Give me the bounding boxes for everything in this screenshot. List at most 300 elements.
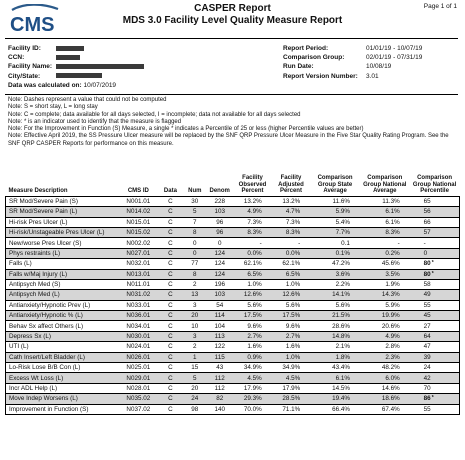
cell-national-percentile — [410, 290, 460, 300]
note-flag: Note: * is an indicator used to identify that the measure is flagged — [8, 118, 182, 125]
cell-num — [183, 331, 206, 341]
cell-data — [157, 196, 183, 206]
col-data: Data — [163, 188, 177, 195]
cell-measure-description-text: UTI (L) — [9, 343, 29, 351]
cell-state-avg-text: 19.4% — [332, 395, 350, 403]
cell-national-avg-text: 45.6% — [381, 260, 400, 268]
cell-adjusted-text: 62.1% — [282, 260, 301, 268]
cell-denom-text: 196 — [214, 281, 225, 289]
cell-observed — [233, 363, 271, 373]
cell-state-avg — [310, 363, 360, 373]
cell-national-percentile — [410, 404, 460, 414]
cell-cms-id — [119, 342, 157, 352]
cell-measure-description-text: Falls w/Maj Injury (L) — [9, 270, 68, 278]
cell-state-avg-text: 11.6% — [332, 197, 350, 205]
cell-national-avg-text: 2.8% — [385, 343, 400, 351]
cell-data — [157, 248, 183, 258]
cell-data — [157, 217, 183, 227]
cell-observed-text: 8.3% — [247, 229, 262, 237]
cell-adjusted-text: 9.6% — [285, 322, 301, 330]
cell-observed — [233, 331, 271, 341]
cell-num — [183, 342, 206, 352]
cell-cms-id — [119, 331, 157, 341]
cell-national-avg — [360, 259, 410, 269]
cell-denom-text: 115 — [214, 353, 225, 361]
cell-data-text: C — [168, 343, 173, 351]
cell-national-avg — [360, 342, 410, 352]
cell-num — [183, 269, 206, 279]
table-header-row — [6, 175, 460, 196]
version-value: 3.01 — [366, 72, 379, 80]
cell-state-avg — [310, 238, 360, 248]
cell-national-percentile — [410, 227, 460, 237]
cell-national-percentile-text: 66 — [423, 218, 431, 226]
cell-national-avg-text: 20.6% — [381, 322, 400, 330]
cell-observed-text: 7.3% — [247, 218, 262, 226]
cell-observed — [233, 227, 271, 237]
cell-measure-description — [6, 404, 120, 414]
cell-national-percentile — [410, 196, 460, 206]
cell-data-text: C — [168, 395, 173, 403]
cell-observed-text: 29.3% — [243, 395, 262, 403]
cell-national-avg — [360, 352, 410, 362]
cell-denom — [206, 290, 233, 300]
cell-state-avg — [310, 248, 360, 258]
cell-measure-description — [6, 352, 120, 362]
cell-national-percentile — [410, 311, 460, 321]
cell-denom — [206, 352, 233, 362]
cell-num-text: 98 — [191, 405, 199, 413]
cell-national-avg-text: 4.9% — [385, 333, 400, 341]
cell-denom-text: 140 — [214, 405, 225, 413]
cell-data-text: C — [168, 405, 173, 413]
cell-adjusted — [272, 363, 310, 373]
cell-num-text: 3 — [193, 333, 197, 341]
cell-state-avg — [310, 196, 360, 206]
cell-observed — [233, 300, 271, 310]
cell-national-avg-text: 0.2% — [385, 249, 400, 257]
cell-measure-description — [6, 196, 120, 206]
cell-adjusted-text: 17.9% — [282, 385, 301, 392]
cell-national-percentile — [410, 248, 460, 258]
cell-state-avg-text: 66.4% — [332, 405, 350, 413]
cell-cms-id-text: N027.01 — [126, 249, 151, 257]
cell-national-percentile — [410, 217, 460, 227]
cell-denom — [206, 363, 233, 373]
version-label: Report Version Number: — [283, 72, 358, 80]
cell-num-text: 5 — [193, 208, 197, 216]
ccn-label: CCN: — [8, 54, 25, 62]
cell-cms-id-text: N036.01 — [126, 312, 151, 320]
cell-observed-text: 17.5% — [243, 312, 262, 320]
cell-data — [157, 279, 183, 289]
cell-adjusted-text: 34.9% — [282, 364, 301, 372]
table-row — [6, 196, 460, 206]
facility-name-label: Facility Name: — [8, 63, 53, 71]
cell-cms-id-text: N013.01 — [126, 270, 151, 278]
cell-state-avg-text: 14.5% — [332, 385, 350, 392]
cell-cms-id-text: N011.01 — [126, 281, 150, 289]
cell-num — [183, 352, 206, 362]
cell-national-percentile-text: 58 — [423, 281, 431, 289]
cell-adjusted-text: 0.0% — [285, 249, 301, 257]
cell-cms-id-text: N032.01 — [126, 260, 151, 268]
cell-num-text: 7 — [193, 218, 197, 226]
facility-name-redacted — [56, 62, 144, 71]
cell-num-text: 8 — [193, 229, 197, 237]
cell-national-avg — [360, 300, 410, 310]
cell-national-percentile — [410, 383, 460, 393]
cell-cms-id — [119, 217, 157, 227]
cell-national-percentile-text: 55 — [423, 405, 431, 413]
cell-num — [183, 383, 206, 393]
cell-adjusted — [272, 227, 310, 237]
cell-num-text: 8 — [193, 270, 197, 278]
cell-adjusted-text: 1.0% — [285, 353, 301, 361]
cell-denom-text: 103 — [214, 291, 225, 299]
cell-adjusted — [272, 259, 310, 269]
cell-cms-id — [119, 259, 157, 269]
cell-state-avg-text: 1.8% — [335, 353, 350, 361]
cell-observed — [233, 342, 271, 352]
cell-denom-text: 0 — [217, 239, 222, 247]
cell-measure-description — [6, 279, 120, 289]
cell-num-text: 30 — [191, 197, 199, 205]
cell-adjusted-text: 5.6% — [285, 301, 301, 309]
cell-state-avg — [310, 342, 360, 352]
cell-state-avg-text: 14.1% — [332, 291, 350, 299]
cell-data — [157, 321, 183, 331]
cell-cms-id — [119, 321, 157, 331]
cell-adjusted-text: 17.5% — [282, 312, 301, 320]
cell-state-avg-text: 2.1% — [335, 343, 350, 351]
table-row — [6, 373, 460, 383]
cell-adjusted — [272, 196, 310, 206]
cell-national-avg-text: 2.3% — [385, 353, 400, 361]
cell-data-text: C — [168, 281, 173, 289]
cell-data-text: C — [168, 270, 173, 278]
cell-adjusted-text: - — [298, 239, 301, 247]
cell-measure-description — [6, 248, 120, 258]
cell-national-avg — [360, 238, 410, 248]
cell-national-percentile-text: 45 — [423, 312, 431, 320]
cell-national-avg — [360, 363, 410, 373]
cell-national-avg-text: 18.6% — [381, 395, 400, 403]
cell-measure-description — [6, 238, 120, 248]
cell-denom — [206, 227, 233, 237]
cell-adjusted-text: 12.6% — [282, 291, 301, 299]
cell-data-text: C — [168, 260, 173, 268]
cell-national-percentile-text: 0 — [423, 249, 428, 257]
cell-denom — [206, 259, 233, 269]
table-row — [6, 404, 460, 414]
cell-denom — [206, 300, 233, 310]
cell-cms-id — [119, 269, 157, 279]
cell-national-percentile — [410, 259, 460, 269]
cell-adjusted — [272, 383, 310, 393]
cell-observed-text: 9.6% — [247, 322, 262, 330]
flag-indicator: * — [431, 270, 434, 277]
cell-national-avg-text: 1.9% — [385, 281, 400, 289]
cell-measure-description-text: Antianxiety/Hypnotic % (L) — [9, 312, 83, 320]
cell-observed — [233, 373, 271, 383]
cell-observed — [233, 279, 271, 289]
cell-num-text: 24 — [191, 395, 199, 403]
cell-adjusted-text: 71.1% — [282, 405, 301, 413]
cell-data — [157, 259, 183, 269]
cell-adjusted-text: 6.5% — [285, 270, 301, 278]
page-number: Page 1 of 1 — [423, 3, 457, 10]
cell-data — [157, 227, 183, 237]
cell-measure-description-text: Falls (L) — [9, 260, 32, 268]
cell-cms-id — [119, 290, 157, 300]
cell-denom — [206, 269, 233, 279]
notes-rule — [5, 94, 458, 95]
cell-num-text: 15 — [191, 364, 199, 372]
cell-state-avg — [310, 311, 360, 321]
cell-cms-id — [119, 279, 157, 289]
quality-measure-table — [5, 175, 460, 415]
table-row — [6, 217, 460, 227]
cell-national-avg-text: 11.3% — [382, 197, 400, 205]
cell-national-percentile-text: - — [423, 239, 426, 247]
cell-num — [183, 311, 206, 321]
cell-measure-description-text: SR Mod/Severe Pain (L) — [9, 208, 78, 216]
cell-observed — [233, 352, 271, 362]
cell-num — [183, 207, 206, 217]
cell-data-text: C — [168, 197, 173, 205]
cell-observed-text: 0.0% — [247, 249, 262, 257]
table-body — [6, 196, 460, 414]
cell-state-avg — [310, 279, 360, 289]
cell-adjusted — [272, 217, 310, 227]
cell-num — [183, 373, 206, 383]
cell-adjusted — [272, 404, 310, 414]
cell-national-avg — [360, 207, 410, 217]
cell-cms-id — [119, 248, 157, 258]
cell-national-percentile — [410, 269, 460, 279]
cell-observed — [233, 321, 271, 331]
cell-data — [157, 331, 183, 341]
cell-data — [157, 394, 183, 404]
cell-data-text: C — [168, 312, 173, 320]
cell-denom-text: 124 — [214, 260, 225, 268]
cell-cms-id-text: N014.02 — [126, 208, 151, 216]
cell-state-avg-text: 0.1 — [341, 239, 350, 247]
table-row — [6, 238, 460, 248]
cell-state-avg — [310, 259, 360, 269]
cell-observed — [233, 394, 271, 404]
cell-denom — [206, 373, 233, 383]
cell-state-avg-text: 7.7% — [335, 229, 350, 237]
cell-national-percentile — [410, 207, 460, 217]
table-row — [6, 383, 460, 393]
cell-state-avg-text: 5.6% — [335, 301, 350, 309]
cell-national-percentile-text: 39 — [423, 353, 431, 361]
cell-data — [157, 311, 183, 321]
cell-measure-description — [6, 300, 120, 310]
cell-national-percentile — [410, 394, 460, 404]
col-num: Num — [188, 188, 202, 195]
cell-measure-description — [6, 259, 120, 269]
cell-data — [157, 404, 183, 414]
run-date-value: 10/08/19 — [366, 63, 392, 71]
cell-denom-text: 54 — [216, 301, 224, 309]
calculated-date: 10/07/2019 — [83, 81, 117, 89]
cell-national-percentile-text: 42 — [423, 374, 431, 382]
table-row — [6, 300, 460, 310]
cell-cms-id — [119, 238, 157, 248]
cell-num-text: 20 — [191, 385, 199, 392]
cell-national-percentile-text: 80 — [423, 270, 431, 278]
cell-measure-description — [6, 227, 120, 237]
cell-measure-description — [6, 311, 120, 321]
run-date-label: Run Date: — [283, 63, 314, 71]
cell-num-text: 5 — [193, 374, 197, 382]
cell-national-avg-text: 6.0% — [385, 374, 400, 382]
cell-state-avg-text: 47.2% — [332, 260, 350, 268]
cell-national-percentile-text: 65 — [423, 197, 431, 205]
cell-denom — [206, 248, 233, 258]
cell-num — [183, 196, 206, 206]
cell-num — [183, 290, 206, 300]
cell-adjusted-text: 1.6% — [285, 343, 301, 351]
cell-observed-text: - — [259, 239, 262, 247]
report-period-value: 01/01/19 - 10/07/19 — [366, 45, 423, 52]
cell-data-text: C — [168, 333, 173, 341]
cell-national-avg-text: 67.4% — [381, 405, 400, 413]
facility-id-redacted — [56, 44, 84, 53]
comparison-group-value: 02/01/19 - 07/31/19 — [366, 54, 423, 62]
cell-measure-description — [6, 342, 120, 352]
cell-observed — [233, 311, 271, 321]
cell-observed-text: 0.9% — [247, 353, 262, 361]
cell-measure-description-text: Antipsych Med (L) — [9, 291, 60, 299]
cell-national-percentile-text: 70 — [423, 385, 431, 392]
cell-denom-text: 124 — [214, 249, 225, 257]
cell-national-percentile-text: 64 — [423, 333, 431, 341]
cell-denom-text: 122 — [214, 343, 225, 351]
cell-national-avg-text: 19.9% — [381, 312, 400, 320]
city-state-label: City/State: — [8, 72, 41, 80]
cell-state-avg-text: 5.4% — [335, 218, 350, 226]
cell-cms-id-text: N034.01 — [126, 322, 151, 330]
note-pressure-ulcer: Note: Effective April 2019, the SS Pressure Ulcer measure will be replaced by the SNF QRP Pressure Ulcer Measure in the Five Star Quality Rating Program. See the SNF QRP CASPER Reports for performance on this measure. — [8, 133, 449, 147]
cell-num-text: 3 — [193, 301, 197, 309]
cell-cms-id — [119, 383, 157, 393]
cell-data-text: C — [168, 249, 173, 257]
cell-state-avg-text: 3.6% — [335, 270, 350, 278]
cell-measure-description-text: Excess Wt Loss (L) — [9, 374, 64, 382]
cell-measure-description-text: Lo-Risk Lose B/B Con (L) — [9, 364, 81, 372]
note-improvement: Note: For the Improvement in Function (S) Measure, a single * indicates a Percentile of 25 or less (higher Percentile values are better) — [8, 126, 364, 133]
col-national-percentile: Comparison Group National Percentile — [412, 175, 457, 195]
flag-indicator: * — [431, 395, 434, 402]
cell-data-text: C — [168, 291, 173, 299]
calculated-label: Data was calculated on: — [8, 81, 82, 89]
cell-data — [157, 269, 183, 279]
cell-measure-description — [6, 207, 120, 217]
cell-observed-text: 62.1% — [243, 260, 262, 268]
cell-adjusted — [272, 342, 310, 352]
cell-measure-description-text: Incr ADL Help (L) — [9, 385, 58, 392]
col-state-avg: Comparison Group State Average — [317, 175, 353, 195]
cell-observed-text: 1.0% — [247, 281, 262, 289]
cell-cms-id-text: N035.02 — [126, 395, 151, 403]
cell-state-avg — [310, 300, 360, 310]
cell-adjusted — [272, 311, 310, 321]
cell-cms-id — [119, 352, 157, 362]
cell-national-avg-text: 14.3% — [381, 291, 400, 299]
cell-denom-text: 112 — [214, 385, 225, 392]
cell-data-text: C — [168, 353, 173, 361]
cell-num-text: 2 — [193, 343, 197, 351]
col-denom: Denom — [209, 188, 230, 195]
cell-data-text: C — [168, 239, 173, 247]
cell-adjusted — [272, 290, 310, 300]
cell-state-avg-text: 43.4% — [332, 364, 350, 372]
cell-measure-description — [6, 217, 120, 227]
cell-national-avg — [360, 227, 410, 237]
cell-num — [183, 259, 206, 269]
cell-observed — [233, 248, 271, 258]
cell-data-text: C — [168, 322, 173, 330]
cell-cms-id-text: N025.01 — [126, 364, 151, 372]
cell-observed — [233, 196, 271, 206]
table-row — [6, 342, 460, 352]
cell-measure-description — [6, 373, 120, 383]
cell-data-text: C — [168, 374, 173, 382]
report-title: CASPER Report — [194, 3, 271, 14]
cell-data-text: C — [168, 364, 173, 372]
cell-adjusted — [272, 373, 310, 383]
cell-cms-id — [119, 404, 157, 414]
cell-national-avg — [360, 196, 410, 206]
cell-national-percentile — [410, 342, 460, 352]
cell-denom-text: 96 — [216, 229, 224, 237]
cell-cms-id-text: N001.01 — [126, 197, 151, 205]
col-observed: Facility Observed Percent — [238, 175, 267, 195]
cell-observed-text: 4.5% — [247, 374, 262, 382]
cell-cms-id-text: N002.02 — [126, 239, 151, 247]
cell-national-avg — [360, 269, 410, 279]
cell-denom — [206, 321, 233, 331]
table-row — [6, 207, 460, 217]
cell-observed-text: 1.6% — [247, 343, 262, 351]
cell-observed — [233, 404, 271, 414]
cell-num-text: 20 — [191, 312, 199, 320]
cell-measure-description-text: Phys restraints (L) — [9, 249, 61, 257]
cell-denom — [206, 279, 233, 289]
cell-data-text: C — [168, 208, 173, 216]
cell-cms-id — [119, 394, 157, 404]
cell-observed — [233, 207, 271, 217]
cell-national-avg — [360, 217, 410, 227]
cell-state-avg — [310, 352, 360, 362]
cell-num — [183, 300, 206, 310]
cell-observed-text: 12.6% — [243, 291, 262, 299]
cell-measure-description — [6, 321, 120, 331]
city-state-redacted — [56, 72, 102, 81]
cell-national-avg — [360, 279, 410, 289]
cell-national-percentile-text: 80 — [423, 260, 431, 268]
table-row — [6, 311, 460, 321]
cell-observed-text: 34.9% — [243, 364, 262, 372]
cms-logo-text: CMS — [10, 14, 55, 34]
cell-adjusted — [272, 207, 310, 217]
header-rule — [5, 38, 458, 39]
cell-national-avg-text: 6.1% — [385, 208, 400, 216]
